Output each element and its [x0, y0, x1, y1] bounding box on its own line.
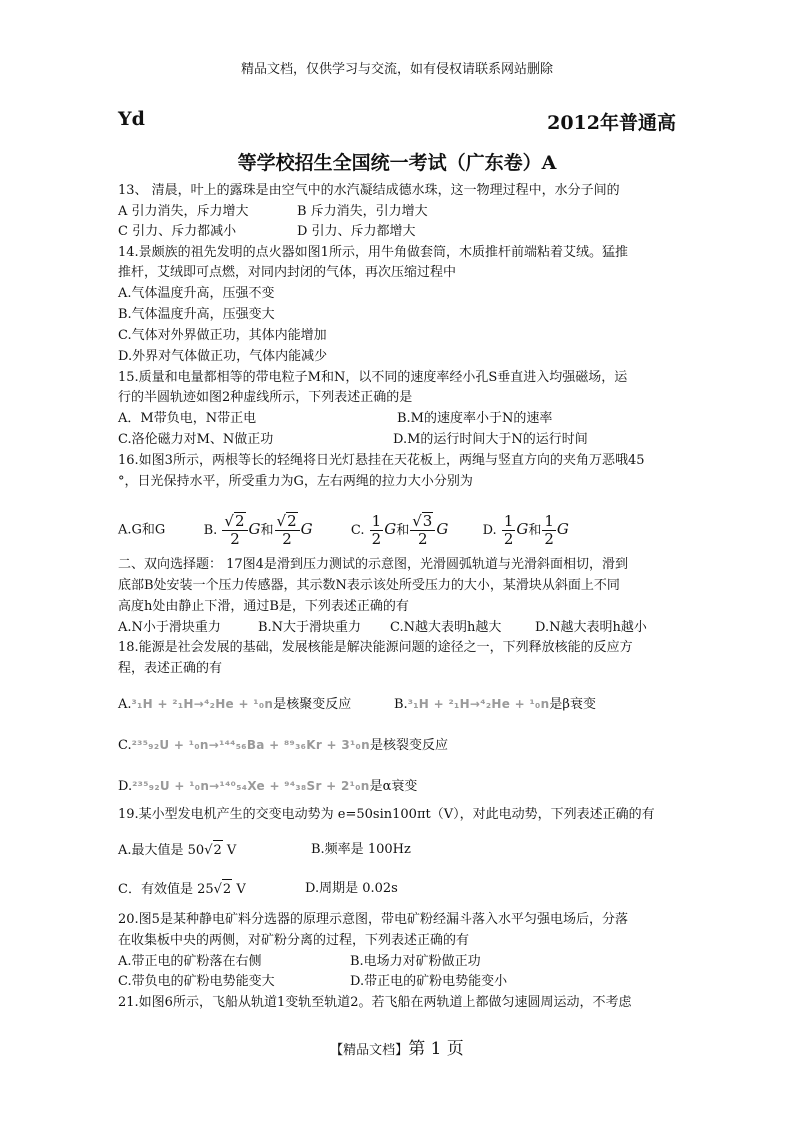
q14-option-a: A.气体温度升高，压强不变	[118, 286, 275, 301]
q20-stem-line1: 20.图5是某种静电矿料分选器的原理示意图，带电矿粉经漏斗落入水平匀强电场后，分落	[118, 912, 628, 927]
q14-option-c: C.气体对外界做正功，其体内能增加	[118, 328, 327, 343]
q15-option-d: D.M的运行时间大于N的运行时间	[393, 432, 588, 447]
q14-stem-line2: 推杆，艾绒即可点燃，对同内封闭的气体，再次压缩过程中	[118, 265, 457, 280]
q19-option-d: D.周期是 0.02s	[305, 881, 398, 896]
nuclear-equation-d: ²³⁵₉₂U + ¹₀n→¹⁴⁰₅₄Xe + ⁹⁴₃₈Sr + 2¹₀n	[132, 779, 370, 793]
q15-option-a: A．M带负电，N带正电	[118, 411, 257, 426]
q16-option-b: B. $\frac{√2}{2}$ G和 $\frac{√2}{2}$ G	[203, 512, 313, 548]
q17-stem-line1: 二、双向选择题： 17图4是滑到压力测试的示意图，光滑圆弧轨道与光滑斜面相切，滑到	[118, 557, 628, 572]
q18-option-c: C.²³⁵₉₂U + ¹₀n→¹⁴⁴₅₆Ba + ⁸⁹₃₆Kr + 3¹₀n是核裂变反应	[118, 738, 448, 753]
q18-stem-line1: 18.能源是社会发展的基础，发展核能是解决能源问题的途径之一，下列释放核能的反应方	[118, 640, 633, 655]
q13-stem: 13、 清晨，叶上的露珠是由空气中的水汽凝结成德水珠，这一物理过程中，水分子间的	[118, 183, 620, 198]
q20-option-a: A.带正电的矿粉落在右侧	[118, 954, 262, 969]
q21-stem-line1: 21.如图6所示，飞船从轨道1变轨至轨道2。若飞船在两轨道上都做匀速圆周运动，不考虑	[118, 995, 632, 1010]
q20-stem-line2: 在收集板中央的两侧，对矿粉分离的过程，下列表述正确的有	[118, 933, 470, 948]
q17-stem-line2: 底部B处安装一个压力传感器，其示数N表示该处所受压力的大小，某滑块从斜面上不同	[118, 578, 620, 593]
title-line-1: 2012年普通高	[547, 112, 676, 134]
q16-stem-line2: °，日光保持水平，所受重力为G，左右两绳的拉力大小分别为	[118, 474, 473, 489]
q19-option-c: C．有效值是 25√2 V	[118, 879, 246, 900]
q17-option-d: D.N越大表明h越小	[535, 620, 647, 635]
q19-stem: 19.某小型发电机产生的交变电动势为 e=50sin100πt（V），对此电动势，下列表述正确的有	[118, 807, 655, 822]
q13-option-b: B 斥力消失，引力增大	[297, 204, 428, 219]
nuclear-equation-b: ³₁H + ²₁H→⁴₂He + ¹₀n	[407, 697, 550, 711]
q16-options	[118, 512, 569, 548]
title-prefix: Yd	[118, 108, 145, 130]
q20-option-c: C.带负电的矿粉电势能变大	[118, 974, 275, 989]
q15-option-b: B.M的速度率小于N的速率	[397, 411, 553, 426]
q19-option-b: B.频率是 100Hz	[311, 842, 411, 857]
page-header-notice: 精品文档，仅供学习与交流，如有侵权请联系网站删除	[240, 62, 553, 77]
q15-option-c: C.洛伦磁力对M、N做正功	[118, 432, 274, 447]
q13-option-c: C 引力、斥力都减小	[118, 224, 237, 239]
q16-stem-line1: 16.如图3所示，两根等长的轻绳将日光灯悬挂在天花板上，两绳与竖直方向的夹角万恶哦45	[118, 453, 645, 468]
q20-option-d: D.带正电的矿粉电势能变小	[350, 974, 508, 989]
title-line-2: 等学校招生全国统一考试（广东卷）A	[237, 152, 557, 174]
nuclear-equation-a: ³₁H + ²₁H→⁴₂He + ¹₀n	[131, 697, 274, 711]
q20-option-b: B.电场力对矿粉做正功	[350, 954, 481, 969]
q17-option-b: B.N大于滑块重力	[258, 620, 362, 635]
q14-option-b: B.气体温度升高，压强变大	[118, 307, 275, 322]
q13-option-d: D 引力、斥力都增大	[297, 224, 416, 239]
q14-stem-line1: 14.景颇族的祖先发明的点火器如图1所示，用牛角做套筒，木质推杆前端粘着艾绒。猛推	[118, 245, 628, 260]
page-footer	[0, 1034, 794, 1059]
q16-option-d: D. $\frac{1}{2}$ G和 $\frac{1}{2}$ G	[482, 511, 569, 548]
q18-option-a: A.³₁H + ²₁H→⁴₂He + ¹₀n是核聚变反应	[118, 697, 352, 712]
q16-option-c: C. $\frac{1}{2}$ G和 $\frac{√3}{2}$ G	[350, 511, 449, 548]
nuclear-equation-c: ²³⁵₉₂U + ¹₀n→¹⁴⁴₅₆Ba + ⁸⁹₃₆Kr + 3¹₀n	[131, 738, 370, 752]
q14-option-d: D.外界对气体做正功，气体内能减少	[118, 349, 328, 364]
q17-stem-line3: 高度h处由静止下滑，通过B是，下列表述正确的有	[118, 599, 409, 614]
q17-option-a: A.N小于滑块重力	[118, 620, 221, 635]
q15-stem-line2: 行的半圆轨迹如图2种虚线所示，下列表述正确的是	[118, 390, 413, 405]
page-number: 第 1 页	[408, 1039, 464, 1059]
q18-option-d: D.²³⁵₉₂U + ¹₀n→¹⁴⁰₅₄Xe + ⁹⁴₃₈Sr + 2¹₀n是α衰变	[118, 779, 418, 794]
q18-option-b: B.³₁H + ²₁H→⁴₂He + ¹₀n是β衰变	[394, 697, 596, 712]
q17-option-c: C.N越大表明h越大	[390, 620, 502, 635]
q18-stem-line2: 程，表述正确的有	[118, 661, 223, 676]
q16-option-a: A.G和G	[118, 522, 166, 538]
q13-option-a: A 引力消失，斥力增大	[118, 204, 249, 219]
q19-option-a: A.最大值是 50√2 V	[118, 840, 236, 861]
q15-stem-line1: 15.质量和电量都相等的带电粒子M和N，以不同的速度率经小孔S垂直进入均强磁场，运	[118, 370, 628, 385]
footer-label: 【精品文档】	[330, 1043, 409, 1058]
